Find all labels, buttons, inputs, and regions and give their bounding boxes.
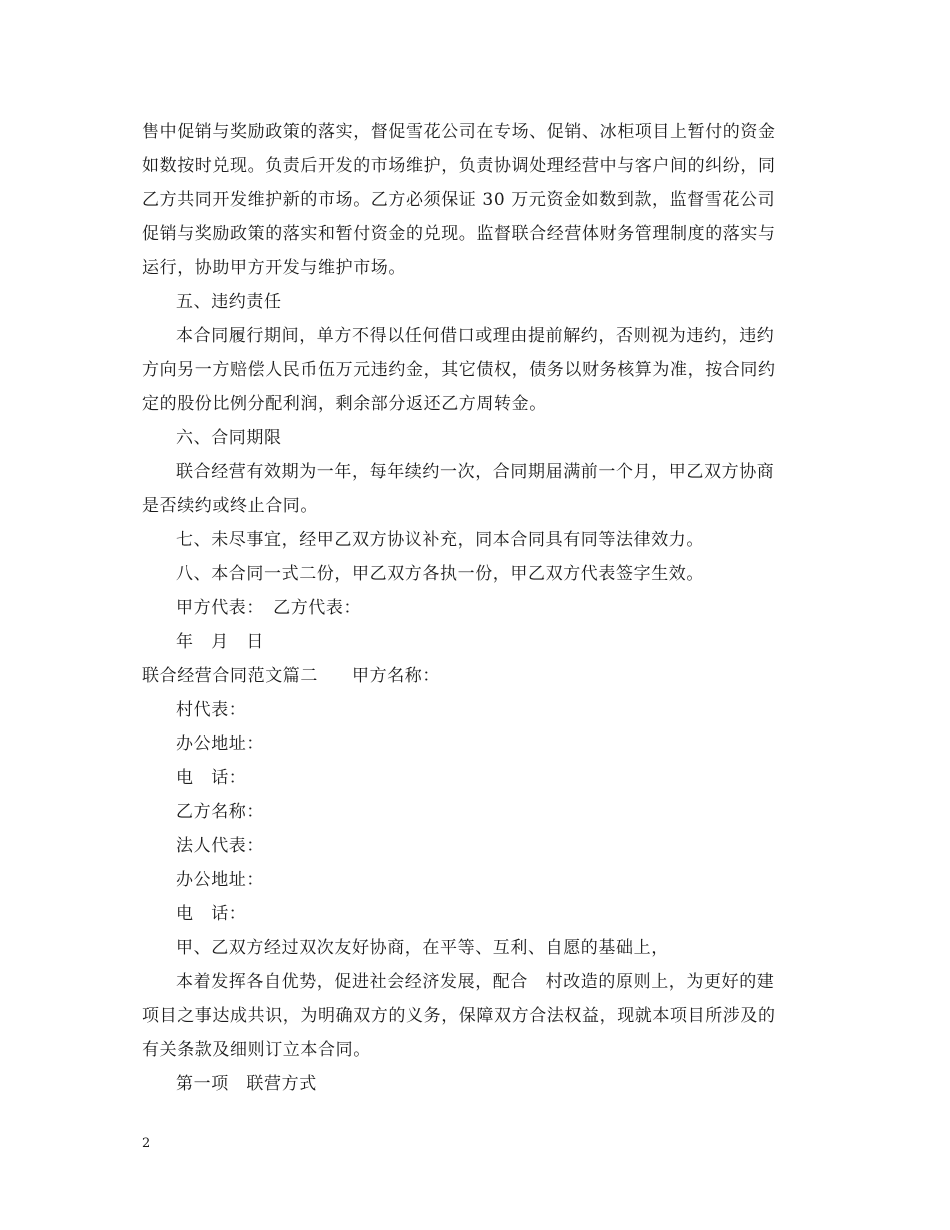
paragraph-line: 联合经营有效期为一年，每年续约一次，合同期届满前一个月，甲乙双方协商 (176, 462, 775, 482)
signature-line: 甲方代表： 乙方代表： (176, 598, 362, 618)
page-number: 2 (142, 1136, 151, 1151)
paragraph-line: 七、未尽事宜，经甲乙双方协议补充，同本合同具有同等法律效力。 (176, 530, 704, 550)
date-line: 年 月 日 (176, 632, 264, 652)
form-field-line: 法人代表： (176, 836, 264, 856)
paragraph-line: 促销与奖励政策的落实和暂付资金的兑现。监督联合经营体财务管理制度的落实与 (142, 224, 776, 244)
second-contract-title-row (142, 659, 812, 693)
paragraph-line: 项目之事达成共识，为明确双方的义务，保障双方合法权益，现就本项目所涉及的 (142, 1006, 776, 1026)
paragraph-line: 甲、乙双方经过双次友好协商，在平等、互利、自愿的基础上， (176, 938, 669, 958)
paragraph-line: 定的股份比例分配利润，剩余部分返还乙方周转金。 (142, 394, 547, 414)
form-field-line: 办公地址： (176, 734, 264, 754)
form-field-line: 村代表： (176, 700, 247, 720)
paragraph-line: 是否续约或终止合同。 (142, 496, 318, 516)
form-field-line: 办公地址： (176, 870, 264, 890)
document-body (142, 115, 812, 1101)
paragraph-line: 本着发挥各自优势，促进社会经济发展，配合 村改造的原则上，为更好的建 (176, 972, 775, 992)
form-field-line: 电 话： (176, 904, 247, 924)
paragraph-line: 售中促销与奖励政策的落实，督促雪花公司在专场、促销、冰柜项目上暂付的资金 (142, 122, 776, 142)
form-field-line: 乙方名称： (176, 802, 264, 822)
paragraph-line: 运行，协助甲方开发与维护市场。 (142, 258, 406, 278)
section-heading: 五、违约责任 (176, 292, 282, 312)
party-a-name-field: 甲方名称： (352, 666, 440, 686)
paragraph-line: 乙方共同开发维护新的市场。乙方必须保证 30 万元资金如数到款，监督雪花公司 (142, 190, 776, 210)
paragraph-line: 本合同履行期间，单方不得以任何借口或理由提前解约，否则视为违约，违约 (176, 326, 775, 346)
form-field-line: 电 话： (176, 768, 247, 788)
paragraph-line: 方向另一方赔偿人民币伍万元违约金，其它债权，债务以财务核算为准，按合同约 (142, 360, 776, 380)
section-heading: 六、合同期限 (176, 428, 282, 448)
second-contract-title: 联合经营合同范文篇二 (142, 666, 318, 686)
paragraph-line: 如数按时兑现。负责后开发的市场维护，负责协调处理经营中与客户间的纠纷，同 (142, 156, 776, 176)
section-heading: 第一项 联营方式 (176, 1074, 317, 1094)
paragraph-line: 八、本合同一式二份，甲乙双方各执一份，甲乙双方代表签字生效。 (176, 564, 704, 584)
paragraph-line: 有关条款及细则订立本合同。 (142, 1040, 371, 1060)
